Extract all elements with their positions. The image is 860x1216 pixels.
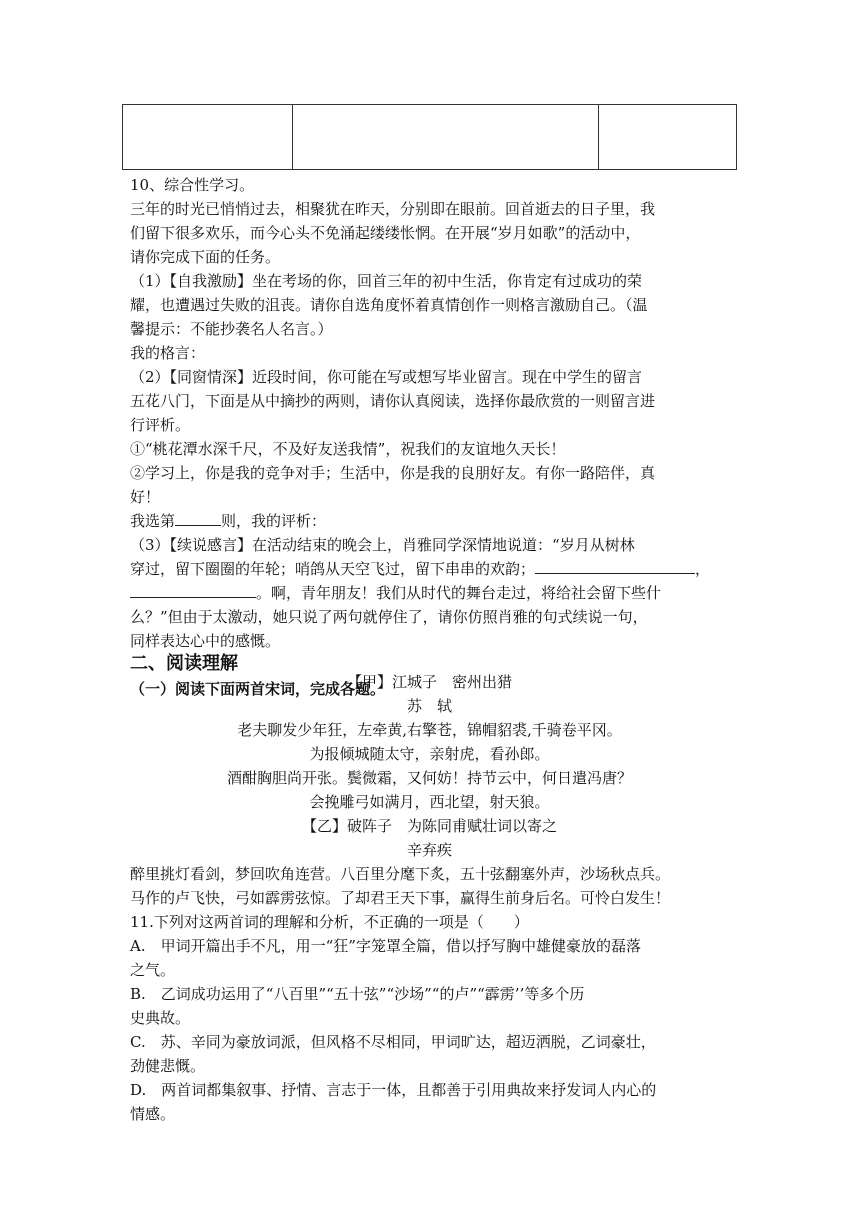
choice-prefix: 我选第: [130, 512, 176, 530]
q10-part1-line: 耀，也遭遇过失败的沮丧。请你自选角度怀着真情创作一则格言激励自己。（温: [130, 296, 648, 314]
part3-text: 。啊，青年朋友！我们从时代的舞台走过，将给社会留下些什: [256, 584, 662, 602]
option-c[interactable]: C. 苏、辛同为豪放词派，但风格不尽相同，甲词旷达，超迈洒脱，乙词豪壮，: [130, 1033, 656, 1051]
q11-stem: 11.下列对这两首词的理解和分析，不正确的一项是（ ）: [130, 913, 529, 931]
fill-blank[interactable]: [535, 557, 695, 574]
q10-title: 10、综合性学习。: [130, 176, 255, 194]
q10-intro-line: 们留下很多欢乐，而今心头不免涌起缕缕怅惘。在开展“岁月如歌”的活动中，: [130, 224, 641, 242]
poem-b-author: 辛弃疾: [406, 841, 452, 859]
q10-part2-line: 行评析。: [130, 416, 191, 434]
table-divider: [292, 105, 293, 169]
poem-a-author: 苏 轼: [406, 697, 452, 715]
table-divider: [598, 105, 599, 169]
q10-part3-line: 么？”但由于太激动，她只说了两句就停住了，请你仿照肖雅的句式续说一句，: [130, 608, 648, 626]
q10-part2-line: 五花八门，下面是从中摘抄的两则，请你认真阅读，选择你最欣赏的一则留言进: [130, 392, 656, 410]
section-title: 二、阅读理解: [130, 653, 238, 674]
option-a[interactable]: A. 甲词开篇出手不凡，用一“狂”字笼罩全篇，借以抒写胸中雄健豪放的磊落: [130, 937, 641, 955]
fill-blank[interactable]: [130, 581, 256, 598]
poem-a-line: 为报倾城随太守，亲射虎，看孙郎。: [309, 745, 550, 763]
poem-b-line: 马作的卢飞快，弓如霹雳弦惊。了却君王天下事，赢得生前身后名。可怜白发生！: [130, 889, 671, 907]
option-c-cont: 劲健悲慨。: [130, 1057, 206, 1075]
poem-a-line: 酒酣胸胆尚开张。鬓微霜，又何妨！持节云中，何日遣冯唐？: [226, 769, 632, 787]
poem-a-line: 老夫聊发少年狂，左牵黄,右擎苍，锦帽貂裘,千骑卷平冈。: [237, 721, 622, 739]
q10-intro-line: 请你完成下面的任务。: [130, 248, 281, 266]
q10-part3-line: [130, 557, 740, 581]
motto-prompt: 我的格言：: [130, 344, 206, 362]
option-b-cont: 史典故。: [130, 1009, 191, 1027]
message-one: ①“桃花潭水深千尺，不及好友送我情”，祝我们的友谊地久天长！: [130, 440, 566, 458]
answer-table: [122, 104, 737, 170]
poem-b-title: 【乙】破阵子 为陈同甫赋壮词以寄之: [301, 817, 557, 835]
poem-b-line: 醉里挑灯看剑，梦回吹角连营。八百里分麾下炙，五十弦翻塞外声，沙场秋点兵。: [130, 865, 671, 883]
q10-part3-line: [130, 581, 740, 605]
message-two: ②学习上，你是我的竞争对手；生活中，你是我的良朋好友。有你一路陪伴，真: [130, 464, 656, 482]
q10-part3-line: （3）【续说感言】在活动结束的晚会上，肖雅同学深情地说道：“岁月从树林: [130, 536, 635, 554]
section-subtitle: （一）阅读下面两首宋词，完成各题。: [130, 680, 386, 698]
option-b[interactable]: B. 乙词成功运用了“八百里”“五十弦”“沙场”“的卢”“霹雳’’等多个历: [130, 985, 585, 1003]
part3-text: 穿过，留下圈圈的年轮；哨鸽从天空飞过，留下串串的欢韵；: [130, 560, 536, 578]
option-d[interactable]: D. 两首词都集叙事、抒情、言志于一体，且都善于引用典故来抒发词人内心的: [130, 1081, 657, 1099]
poem-a-title: 【甲】江城子 密州出猎: [346, 673, 512, 691]
q10-part1-line: 馨提示：不能抄袭名人名言。）: [130, 320, 333, 338]
message-two-end: 好！: [130, 488, 161, 506]
choice-suffix: 则，我的评析：: [221, 512, 327, 530]
q10-intro-line: 三年的时光已悄悄过去，相聚犹在昨天，分别即在眼前。回首逝去的日子里，我: [130, 200, 656, 218]
part3-comma: ，: [695, 560, 711, 578]
choice-line: [130, 509, 740, 533]
option-d-cont: 情感。: [130, 1105, 176, 1123]
q10-part3-line: 同样表达心中的感慨。: [130, 632, 281, 650]
poem-a-line: 会挽雕弓如满月，西北望，射天狼。: [309, 793, 550, 811]
q10-part2-line: （2）【同窗情深】近段时间，你可能在写或想写毕业留言。现在中学生的留言: [130, 368, 643, 386]
choice-blank[interactable]: [175, 509, 221, 526]
option-a-cont: 之气。: [130, 961, 176, 979]
q10-part1-line: （1）【自我激励】坐在考场的你，回首三年的初中生活，你肯定有过成功的荣: [130, 272, 643, 290]
